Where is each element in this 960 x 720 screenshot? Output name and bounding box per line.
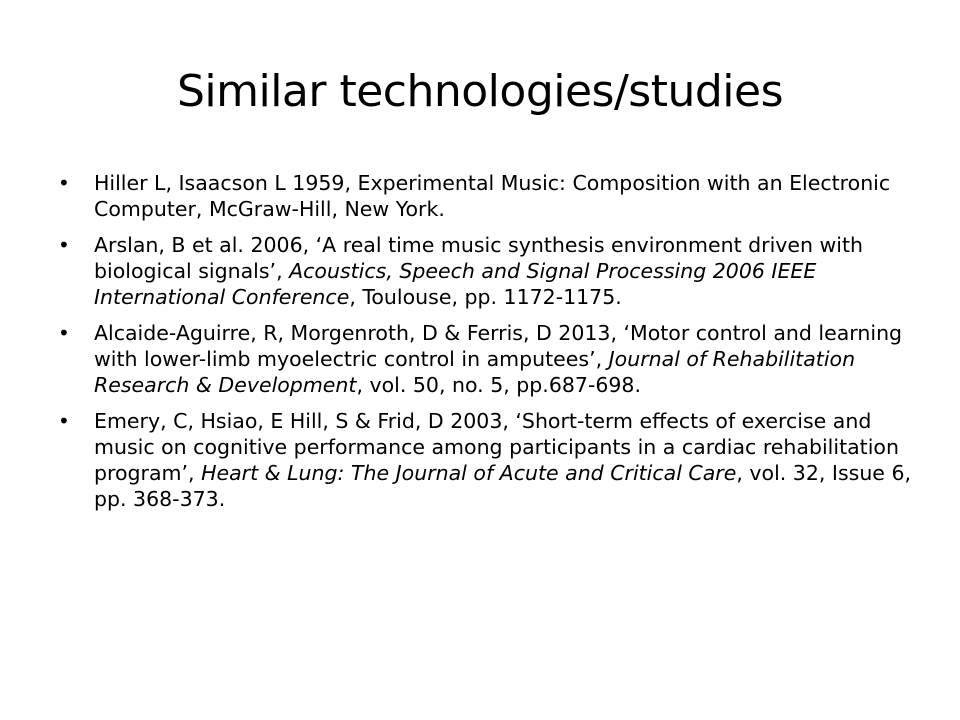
reference-segment: Arslan, B et al. 2006, ‘A real time music synthesis environment driven with biological signals’, [94,233,864,283]
bullet-icon: • [58,233,70,257]
reference-list [58,170,918,522]
reference-item-1 [58,170,918,222]
reference-text [94,321,902,397]
slide-title: Similar technologies/studies [176,66,784,117]
reference-segment: Alcaide-Aguirre, R, Morgenroth, D & Ferris, D 2013, ‘Motor control and learning with lower-limb myoelectric control in amputees’, [94,321,903,371]
reference-segment: , vol. 32, Issue 6, pp. 368-373. [94,461,911,511]
reference-segment-italic: Heart & Lung: The Journal of Acute and Critical Care [201,461,737,485]
reference-segment: Hiller L, Isaacson L 1959, Experimental Music: Composition with an Electronic Computer, McGraw-Hill, New York. [94,171,891,221]
reference-segment-italic: Acoustics, Speech and Signal Processing 2006 IEEE International Conference [94,259,817,309]
reference-text [94,171,890,221]
reference-item-4 [58,408,918,512]
reference-item-2 [58,232,918,310]
reference-segment: , vol. 50, no. 5, pp.687-698. [356,373,641,397]
bullet-icon: • [58,171,70,195]
reference-item-3 [58,320,918,398]
bullet-icon: • [58,409,70,433]
reference-segment: Emery, C, Hsiao, E Hill, S & Frid, D 2003, ‘Short-term effects of exercise and music on cognitive performance among participants in a cardiac rehabilitation program’, [94,409,899,485]
reference-segment-italic: Journal of Rehabilitation Research & Development [94,347,856,397]
bullet-icon: • [58,321,70,345]
reference-text [94,409,911,511]
reference-segment: , Toulouse, pp. 1172-1175. [349,285,622,309]
reference-text [94,233,863,309]
